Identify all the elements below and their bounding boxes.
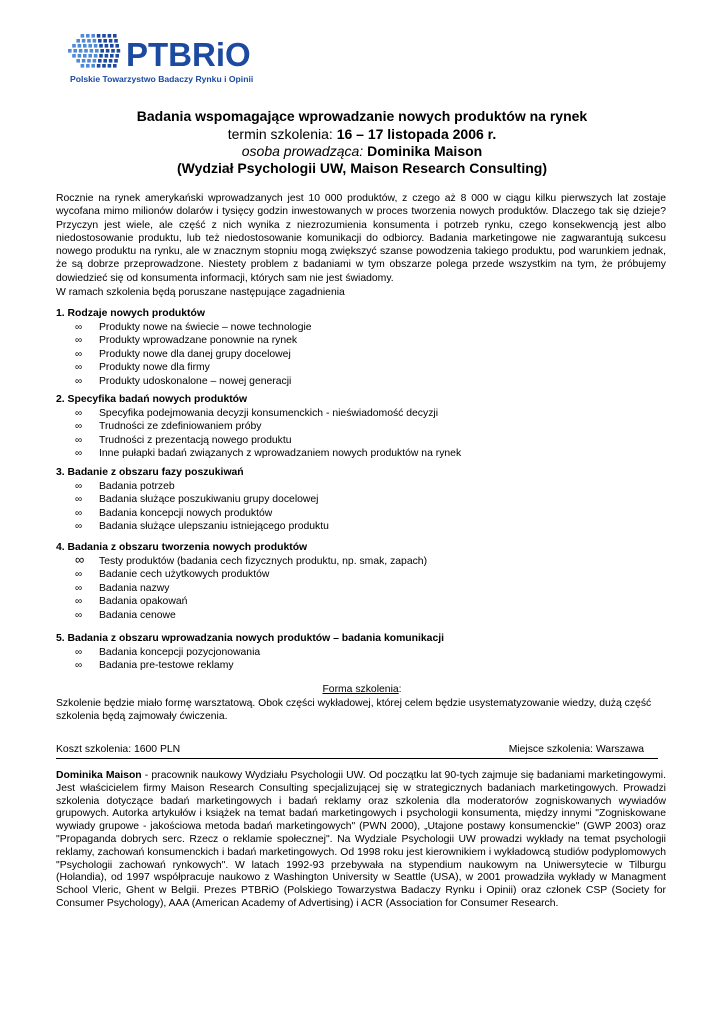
logo-dot (115, 54, 119, 58)
logo-dot (82, 59, 86, 63)
logo-dot (111, 49, 115, 53)
logo-dot (68, 49, 72, 53)
list-item-text: Badanie cech użytkowych produktów (99, 569, 270, 581)
list-item (56, 361, 666, 374)
logo-dot (87, 39, 91, 43)
section-2 (56, 393, 666, 461)
section-list (56, 407, 666, 461)
logo-dot (105, 54, 109, 58)
logo-wordmark: PTBRiO (126, 36, 251, 73)
logo-dot (90, 49, 94, 53)
logo-dot (114, 39, 118, 43)
list-item (56, 646, 666, 659)
list-item (56, 552, 666, 568)
bullet-icon: ∞ (75, 552, 85, 567)
section-title: 3. Badanie z obszaru fazy poszukiwań (56, 467, 244, 478)
bullet-icon: ∞ (75, 481, 83, 492)
list-item-text: Produkty nowe na świecie – nowe technologie (99, 322, 312, 333)
logo-graphic (66, 30, 266, 74)
logo-dot (83, 54, 87, 58)
bullet-icon: ∞ (75, 507, 83, 519)
section-title: 5. Badania z obszaru wprowadzania nowych produktów – badania komunikacji (56, 633, 444, 644)
logo-dot (97, 34, 101, 38)
list-item-text: Produkty nowe dla firmy (99, 362, 210, 374)
list-item (56, 480, 666, 493)
logo-dot (94, 44, 98, 48)
bio-text: - pracownik naukowy Wydziału Psychologii UW. Od początku lat 90-tych zajmuje się badaniami marketingowymi. Jest właścicielem firmy Maison Research Consulting specjalizującej się w strategicznych badaniach marketingowych. Prowadzi szkolenia dotyczące badań marketingowych i badań reklamy oraz szkolenia dla moderatorów zogniskowanych wywiadów grupowych. Autorka artykułów i książek na temat badań marketingowych i psychologii konsumenta, między innymi "Zogniskowane wywiady grupowe - jakościowa metoda badań marketingowych" (PWN 2000), „Utajone postawy konsumenckie" (GWP 2003) oraz "Propaganda dobrych serc. Rzecz o reklamie społecznej". Na Wydziale Psychologii UW prowadzi wykłady na temat psychologii reklamy, zachowań konsumenckich i badań marketingowych. Od 1998 roku jest kierownikiem i wykładowcą studiów podyplomowych "Psychologii zachowań rynkowych". W latach 1992-93 przebywała na stypendium naukowym na Uniwersytecie w Tilburgu (Holandia), od 1997 współpracuje naukowo z Washington University w Seattle (USA), w 2001 prowadziła wykłady w Managment School Vleric, Ghent w Belgii. Prezes PTBRiO (Polskiego Towarzystwa Badaczy Rynku i Opinii) oraz członek CSP (Society for Consumer Psychology), AAA (American Academy of Advertising) i ACR (Association for Consumer Research. (56, 770, 667, 909)
list-item-text: Badania nazwy (99, 582, 170, 594)
bullet-icon: ∞ (75, 322, 83, 333)
section-title: 2. Specyfika badań nowych produktów (56, 394, 248, 405)
bullet-icon: ∞ (75, 521, 83, 533)
list-item (56, 447, 666, 460)
logo-dot (115, 44, 119, 48)
logo-dot (84, 49, 88, 53)
section-3 (56, 466, 666, 534)
training-date-value: 16 – 17 listopada 2006 r. (336, 126, 497, 142)
list-item (56, 520, 666, 533)
logo-dot (99, 44, 103, 48)
lecturer-affiliation: (Wydział Psychologii UW, Maison Research Consulting) (176, 160, 547, 176)
bullet-icon: ∞ (75, 609, 83, 621)
list-item-text: Badania potrzeb (99, 481, 175, 492)
section-4 (56, 541, 666, 622)
list-item (56, 507, 666, 520)
logo-dot (78, 54, 82, 58)
topics-lead: W ramach szkolenia będą poruszane następujące zagadnienia (56, 287, 345, 298)
list-item-text: Badania opakowań (99, 596, 188, 608)
list-item (56, 568, 666, 581)
logo-dot (72, 54, 76, 58)
list-item-text: Specyfika podejmowania decyzji konsumenckich - nieświadomość decyzji (99, 408, 439, 419)
list-item (56, 659, 666, 672)
lecturer-bio (56, 770, 666, 911)
logo-dot (109, 59, 113, 63)
intro-paragraph: Rocznie na rynek amerykański wprowadzanych jest 10 000 produktów, z czego aż 8 000 w ciągu kilku pierwszych lat zostaje wycofana mimo milionów dolarów i tysięcy godzin inwestowanych w proces tworzenia nowych produktów. Dlaczego tak się dzieje? Przyczyn jest wiele, ale część z nich wynika z niezrozumienia konsumenta i potrzeb rynku, czego konsekwencją jest albo niedostosowanie produktu, lub też niedostosowanie komunikacji do odbiorcy. Badania marketingowe nie zagwarantują sukcesu nowego produktu na rynku, ale w znacznym stopniu mogą zwiększyć szanse powodzenia takiego produktu, pod warunkiem jednak, że są dobrze przeprowadzone. Niestety problem z badaniami w tym obszarze polega przede wszystkim na tym, że próbujemy dowiedzieć się od konsumenta informacji, których sam nie jest świadomy. (56, 193, 666, 284)
section-title: 4. Badania z obszaru tworzenia nowych produktów (56, 542, 308, 553)
format-heading (0, 684, 724, 695)
logo-dot (106, 49, 110, 53)
logo-dot (108, 34, 112, 38)
training-place: Miejsce szkolenia: Warszawa (508, 744, 644, 755)
bullet-icon: ∞ (75, 647, 83, 658)
bullet-icon: ∞ (75, 408, 83, 419)
logo-dot (98, 39, 102, 43)
logo-dot (81, 34, 85, 38)
cost-place-row (56, 744, 658, 759)
logo-dot (95, 49, 99, 53)
list-item (56, 348, 666, 361)
list-item (56, 407, 666, 420)
format-paragraph: Szkolenie będzie miało formę warsztatową. Obok części wykładowej, której celem będzie usystematyzowanie wiedzy, dużą część szkolenia będą zajmowały ćwiczenia. (56, 698, 652, 723)
logo-dot-pattern (68, 34, 120, 68)
list-item-text: Produkty udoskonalone – nowej generacji (99, 375, 292, 387)
list-item-text: Produkty wprowadzane ponownie na rynek (99, 335, 298, 347)
logo-dot (88, 44, 92, 48)
list-item (56, 493, 666, 506)
bullet-icon: ∞ (75, 434, 83, 446)
logo-dot (86, 34, 90, 38)
logo-dot (91, 34, 95, 38)
list-item (56, 334, 666, 347)
format-colon: : (398, 684, 402, 695)
logo-dot (81, 64, 85, 68)
section-list (56, 321, 666, 388)
logo-dot (102, 34, 106, 38)
logo-dot (113, 64, 117, 68)
list-item (56, 582, 666, 595)
logo-dot (98, 59, 102, 63)
list-item (56, 375, 666, 388)
logo-dot (76, 39, 80, 43)
logo-dot (73, 49, 77, 53)
bullet-icon: ∞ (75, 448, 83, 460)
lecturer-label: osoba prowadząca: (241, 143, 368, 159)
logo-dot (91, 64, 95, 68)
logo-dot (86, 64, 90, 68)
logo-subtitle: Polskie Towarzystwo Badaczy Rynku i Opinii (70, 74, 254, 84)
logo-dot (117, 49, 121, 53)
list-item-text: Trudności z prezentacją nowego produktu (99, 434, 292, 446)
logo-dot (103, 59, 107, 63)
list-item-text: Trudności ze zdefiniowaniem próby (99, 421, 262, 433)
bullet-icon: ∞ (75, 348, 83, 360)
training-cost: Koszt szkolenia: 1600 PLN (56, 744, 181, 755)
list-item-text: Badania pre-testowe reklamy (99, 660, 234, 672)
logo-dot (103, 39, 107, 43)
bullet-icon: ∞ (75, 569, 83, 581)
list-item (56, 595, 666, 608)
logo-dot (87, 59, 91, 63)
logo-dot (79, 49, 83, 53)
bullet-icon: ∞ (75, 375, 83, 387)
logo-dot (99, 54, 103, 58)
lecturer-line (0, 143, 724, 159)
list-item-text: Badania cenowe (99, 609, 176, 621)
bullet-icon: ∞ (75, 421, 83, 433)
list-item (56, 420, 666, 433)
list-item-text: Testy produktów (badania cech fizycznych produktu, np. smak, zapach) (99, 556, 428, 567)
section-list (56, 480, 666, 534)
bullet-icon: ∞ (75, 660, 83, 672)
section-title: 1. Rodzaje nowych produktów (56, 308, 205, 319)
list-item-text: Produkty nowe dla danej grupy docelowej (99, 348, 291, 360)
lecturer-name: Dominika Maison (367, 143, 483, 159)
list-item-text: Inne pułapki badań związanych z wprowadzaniem nowych produktów na rynek (99, 448, 462, 460)
logo-dot (83, 44, 87, 48)
logo-dot (113, 34, 117, 38)
section-5 (56, 632, 666, 673)
list-item (56, 609, 666, 622)
logo-dot (102, 64, 106, 68)
list-item-text: Badania koncepcji pozycjonowania (99, 647, 261, 658)
logo-dot (82, 39, 86, 43)
logo-dot (109, 39, 113, 43)
logo-dot (93, 59, 97, 63)
logo-dot (78, 44, 82, 48)
logo-dot (105, 44, 109, 48)
logo-dot (72, 44, 76, 48)
list-item (56, 434, 666, 447)
list-item-text: Badania koncepcji nowych produktów (99, 507, 273, 519)
bullet-icon: ∞ (75, 582, 83, 594)
training-date (0, 126, 724, 142)
bullet-icon: ∞ (75, 362, 83, 374)
section-list (56, 646, 666, 673)
section-1 (56, 307, 666, 388)
logo-dot (114, 59, 118, 63)
section-list (56, 552, 666, 622)
bullet-icon: ∞ (75, 335, 83, 347)
list-item-text: Badania służące ulepszaniu istniejącego produktu (99, 521, 329, 533)
logo-dot (88, 54, 92, 58)
logo-dot (94, 54, 98, 58)
format-label: Forma szkolenia (322, 684, 399, 695)
logo-dot (100, 49, 104, 53)
list-item (56, 321, 666, 334)
document-title: Badania wspomagające wprowadzanie nowych produktów na rynek (136, 108, 588, 124)
bio-name: Dominika Maison (56, 770, 142, 781)
logo-dot (76, 59, 80, 63)
list-item-text: Badania służące poszukiwaniu grupy docelowej (99, 494, 319, 506)
training-date-label: termin szkolenia: (227, 126, 337, 142)
logo-dot (110, 44, 114, 48)
logo-dot (108, 64, 112, 68)
bullet-icon: ∞ (75, 494, 83, 506)
logo-dot (93, 39, 97, 43)
logo-dot (110, 54, 114, 58)
logo-dot (97, 64, 101, 68)
bullet-icon: ∞ (75, 596, 83, 608)
